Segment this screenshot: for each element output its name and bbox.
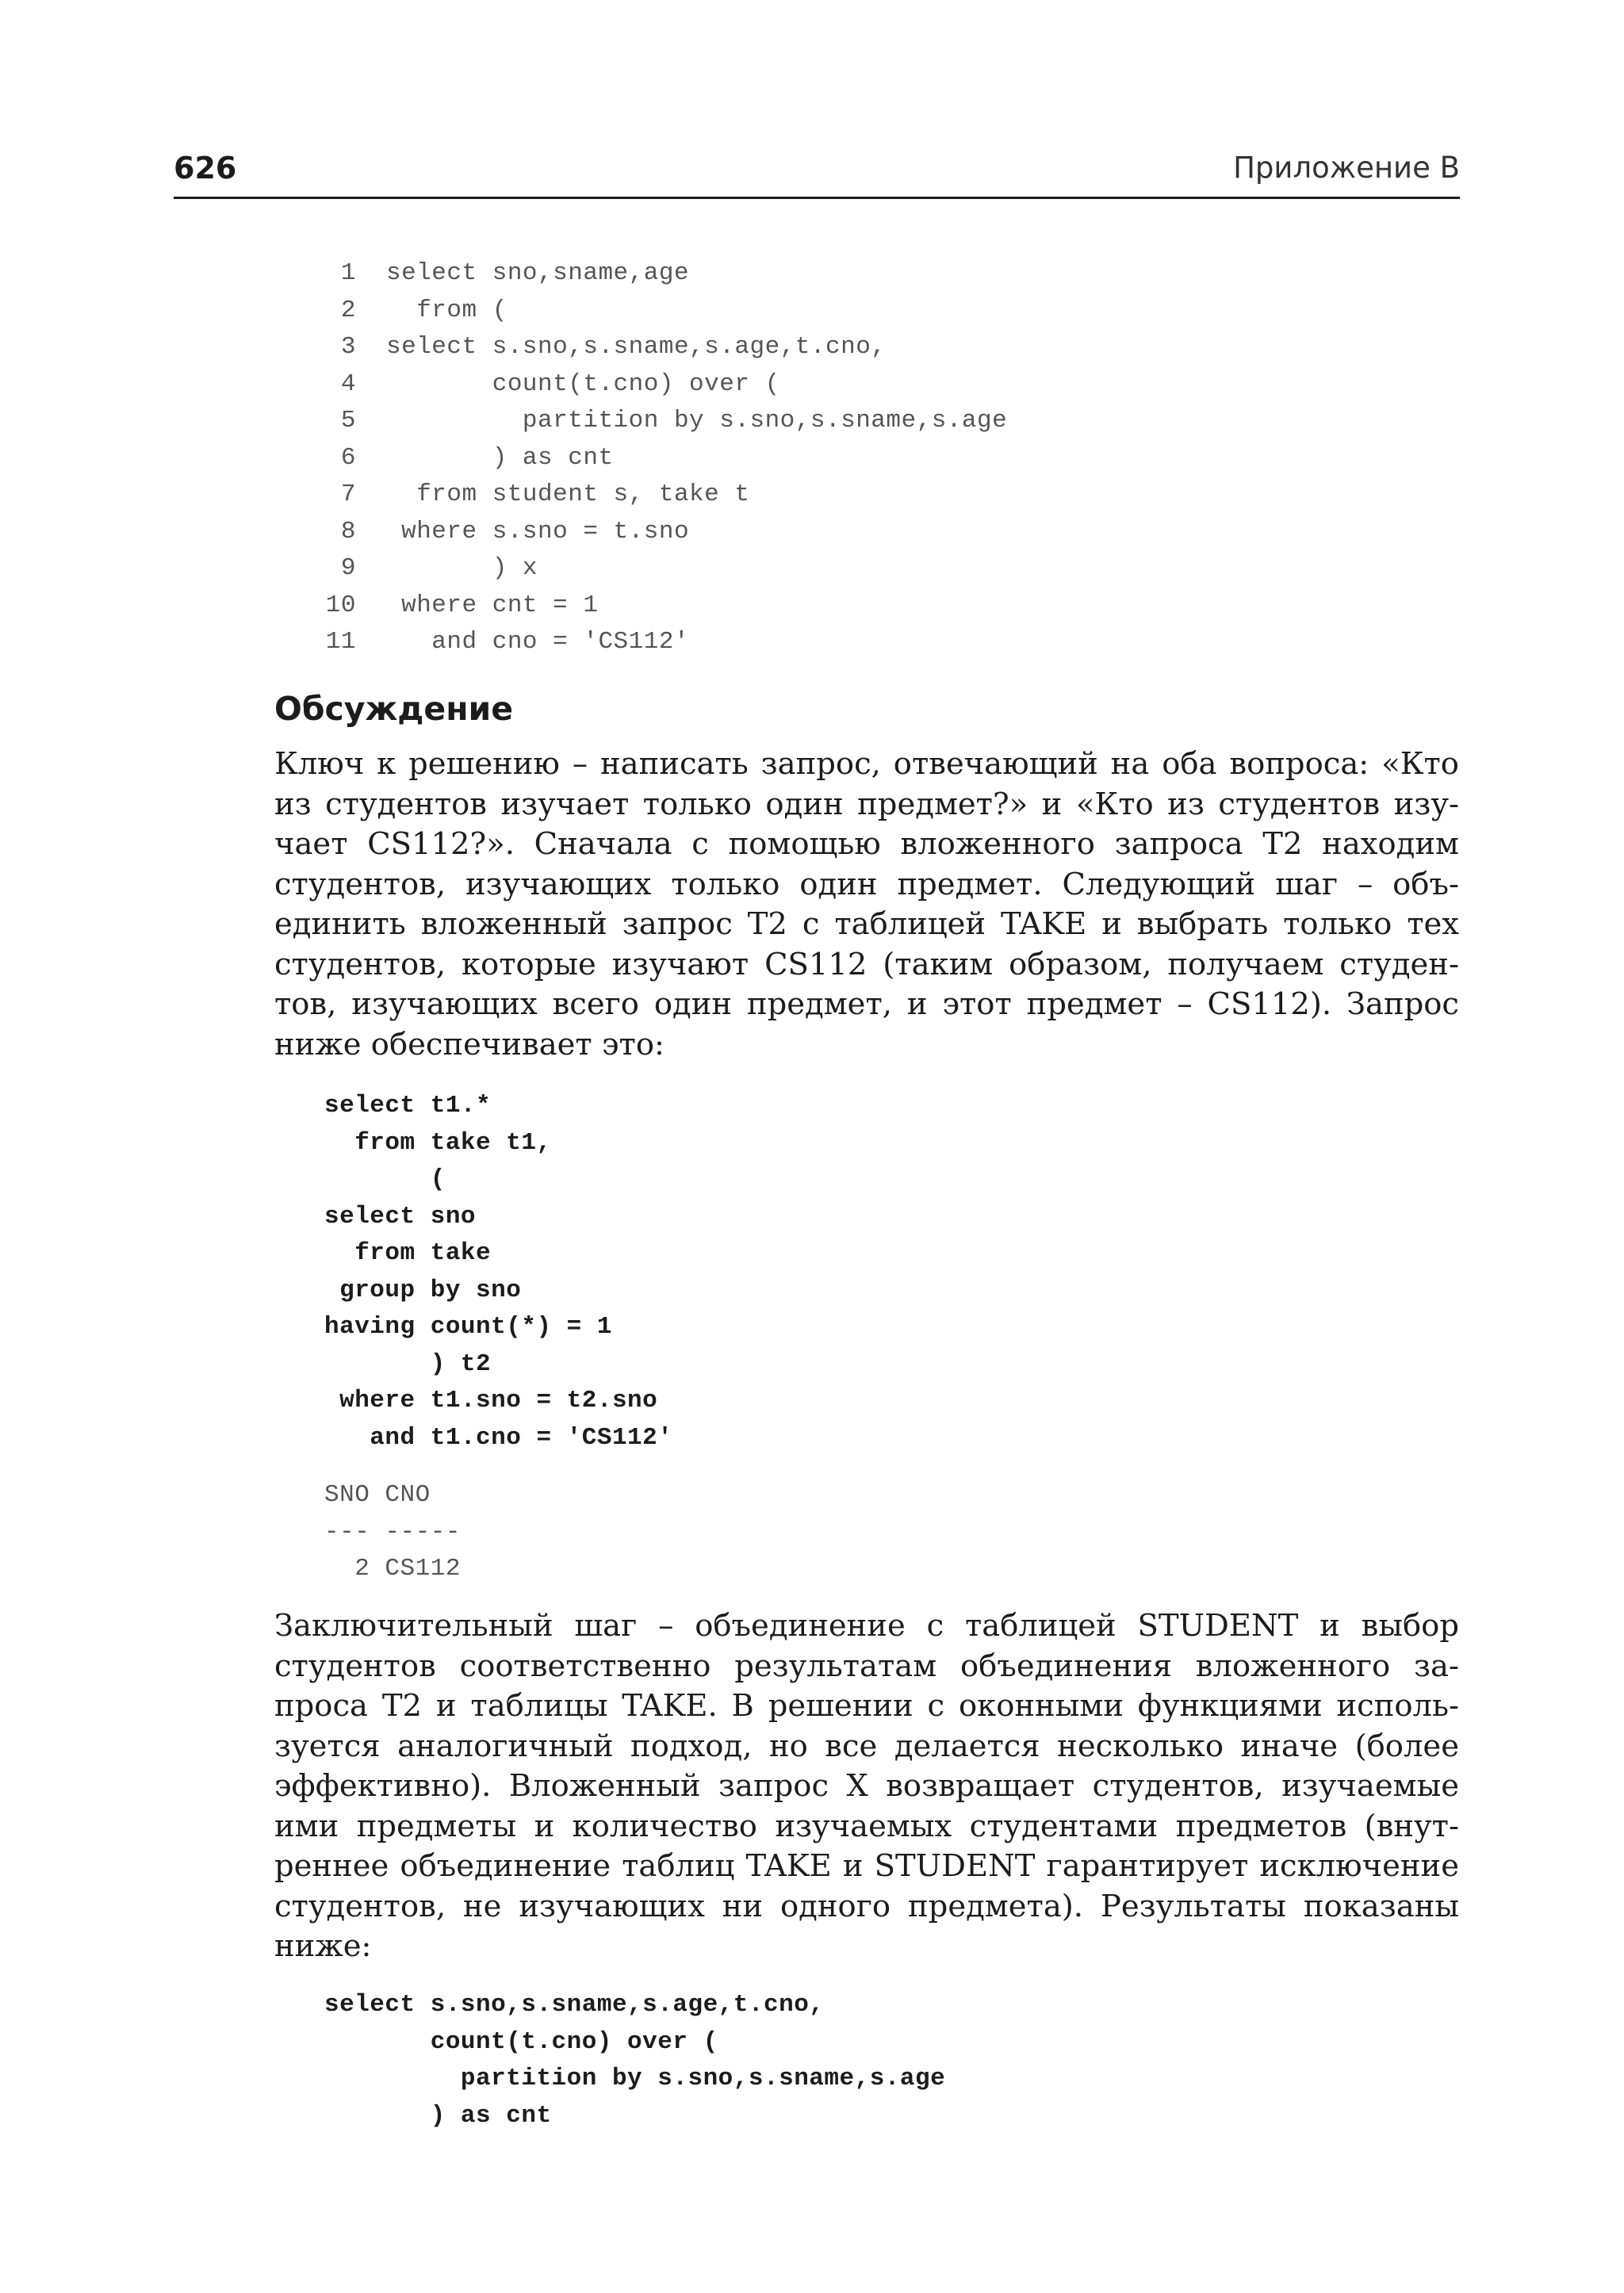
code-line <box>324 624 1007 661</box>
code-line <box>324 514 1007 551</box>
code-line <box>324 255 1007 293</box>
code-line <box>324 329 1007 366</box>
line-number: 1 <box>340 259 356 287</box>
code-text: from ( <box>386 296 508 324</box>
page-header <box>174 149 1460 199</box>
line-number: 2 <box>340 296 356 324</box>
code-line: count(t.cno) over ( <box>324 2027 718 2056</box>
body-paragraph: Ключ к решению – написать запрос, отвечающий на оба вопроса: «Кто из студентов изучает только один предмет?» и «Кто из студентов изучает CS112?». Сначала с помощью вложенного запроса T2 находим студентов, изучающих только один предмет. Следующий шаг – объединить вложенный запрос T2 с таблицей TAKE и выбрать только тех студентов, которые изучают CS112 (таким образом, получаем студентов, изучающих всего один предмет, и этот предмет – CS112). Запрос ниже обеспечивает это: <box>274 746 1459 1062</box>
code-line: having count(*) = 1 <box>324 1313 612 1341</box>
code-line: group by sno <box>324 1276 522 1304</box>
code-line <box>324 550 1007 588</box>
result-row: 2 CS112 <box>324 1555 461 1583</box>
code-line <box>324 588 1007 625</box>
code-text: where s.sno = t.sno <box>386 517 690 545</box>
result-separator: --- ----- <box>324 1518 461 1546</box>
code-line: partition by s.sno,s.sname,s.age <box>324 2065 946 2092</box>
numbered-code-listing <box>324 255 1007 661</box>
query-result <box>324 1477 461 1588</box>
code-text: select sno,sname,age <box>386 259 690 287</box>
code-line: from take <box>324 1239 492 1267</box>
code-line <box>324 293 1007 330</box>
code-line: select t1.* <box>324 1092 492 1120</box>
code-line: and t1.cno = 'CS112' <box>324 1423 673 1452</box>
page-number: 626 <box>174 151 237 186</box>
line-number: 6 <box>340 443 356 472</box>
line-number: 10 <box>325 591 356 619</box>
running-title: Приложение B <box>1233 151 1460 185</box>
code-text: partition by s.sno,s.sname,s.age <box>386 407 1008 434</box>
code-line <box>324 477 1007 514</box>
line-number: 8 <box>340 517 356 545</box>
code-line: ) t2 <box>324 1349 492 1378</box>
line-number: 4 <box>340 369 356 398</box>
code-listing <box>324 1987 945 2134</box>
code-text: and cno = 'CS112' <box>386 628 690 656</box>
code-line: ) as cnt <box>324 2101 552 2130</box>
line-number: 5 <box>340 407 356 434</box>
line-number: 7 <box>340 480 356 508</box>
section-heading: Обсуждение <box>274 690 514 728</box>
code-text: count(t.cno) over ( <box>386 369 780 398</box>
code-text: from student s, take t <box>386 480 750 508</box>
code-listing <box>324 1088 672 1457</box>
code-line: select sno <box>324 1202 477 1231</box>
code-line: from take t1, <box>324 1128 552 1157</box>
line-number: 3 <box>340 333 356 361</box>
code-line <box>324 403 1007 440</box>
code-text: ) x <box>386 554 538 582</box>
code-line <box>324 440 1007 477</box>
code-text: where cnt = 1 <box>386 591 599 619</box>
result-header: SNO CNO <box>324 1481 431 1509</box>
code-line: ( <box>324 1166 446 1193</box>
code-line: where t1.sno = t2.sno <box>324 1387 658 1414</box>
code-text: ) as cnt <box>386 443 614 472</box>
body-paragraph: Заключительный шаг – объединение с таблицей STUDENT и выбор студентов соответственно результатам объединения вложенного запроса T2 и таблицы TAKE. В решении с оконными функциями используется аналогичный подход, но все делается несколько иначе (более эффективно). Вложенный запрос X возвращает студентов, изучаемые ими предметы и количество изучаемых студентами предметов (внутреннее объединение таблиц TAKE и STUDENT гарантирует исключение студентов, не изучающих ни одного предмета). Результаты показаны ниже: <box>274 1608 1459 1964</box>
line-number: 9 <box>340 554 356 582</box>
code-line: select s.sno,s.sname,s.age,t.cno, <box>324 1991 825 2019</box>
line-number: 11 <box>325 628 356 656</box>
code-text: select s.sno,s.sname,s.age,t.cno, <box>386 333 887 361</box>
code-line <box>324 366 1007 404</box>
